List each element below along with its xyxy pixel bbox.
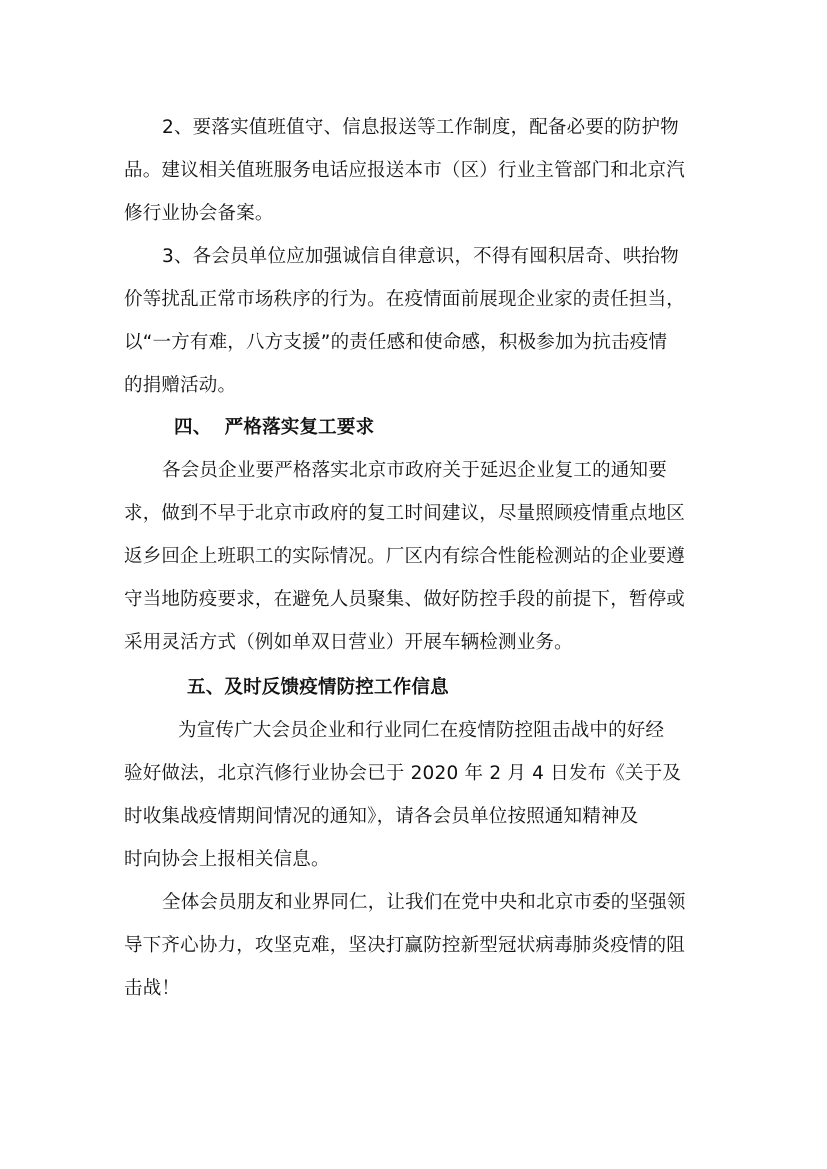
section4-line5: 采用灵活方式（例如单双日营业）开展车辆检测业务。 bbox=[124, 632, 573, 653]
section5-line3 bbox=[124, 805, 638, 829]
section5-line4: 时向协会上报相关信息。 bbox=[124, 849, 330, 870]
section4-heading: 四、 严格落实复工要求 bbox=[174, 417, 375, 438]
notice-title-end: 时收集战疫情期间情况的通知》 bbox=[124, 806, 377, 827]
para3-line1: 3、各会员单位应加强诚信自律意识，不得有囤积居奇、哄抬物 bbox=[162, 246, 679, 267]
section4-line1: 各会员企业要严格落实北京市政府关于延迟企业复工的通知要 bbox=[162, 460, 667, 481]
section5-line2-text: 验好做法，北京汽修行业协会已于 2020 年 2 月 4 日发布 bbox=[124, 763, 607, 784]
closing-line1: 全体会员朋友和业界同仁，让我们在党中央和北京市委的坚强领 bbox=[162, 892, 686, 913]
section4-line4: 守当地防疫要求，在避免人员聚集、做好防控手段的前提下，暂停或 bbox=[124, 589, 686, 610]
section5-line3-text: ，请各会员单位按照通知精神及 bbox=[376, 806, 639, 827]
closing-line3: 击战！ bbox=[124, 978, 181, 999]
notice-title-start: 《关于及 bbox=[606, 763, 682, 784]
para3-line3: 以“一方有难，八方支援”的责任感和使命感，积极参加为抗击疫情 bbox=[124, 332, 668, 353]
section5-heading: 五、及时反馈疫情防控工作信息 bbox=[187, 677, 449, 698]
section4-line3: 返乡回企上班职工的实际情况。厂区内有综合性能检测站的企业要遵 bbox=[124, 546, 686, 567]
para2-line2: 品。建议相关值班服务电话应报送本市（区）行业主管部门和北京汽 bbox=[124, 160, 686, 181]
section5-line1: 为宣传广大会员企业和行业同仁在疫情防控阻击战中的好经 bbox=[178, 720, 665, 741]
closing-line2: 导下齐心协力，攻坚克难，坚决打赢防控新型冠状病毒肺炎疫情的阻 bbox=[124, 935, 686, 956]
section4-line2: 求，做到不早于北京市政府的复工时间建议，尽量照顾疫情重点地区 bbox=[124, 503, 686, 524]
para2-line1: 2、要落实值班值守、信息报送等工作制度，配备必要的防护物 bbox=[162, 117, 679, 138]
para3-line2: 价等扰乱正常市场秩序的行为。在疫情面前展现企业家的责任担当， bbox=[124, 289, 686, 310]
para2-line3: 修行业协会备案。 bbox=[124, 203, 274, 224]
para3-line4: 的捐赠活动。 bbox=[124, 375, 237, 396]
section5-line2 bbox=[124, 762, 681, 786]
